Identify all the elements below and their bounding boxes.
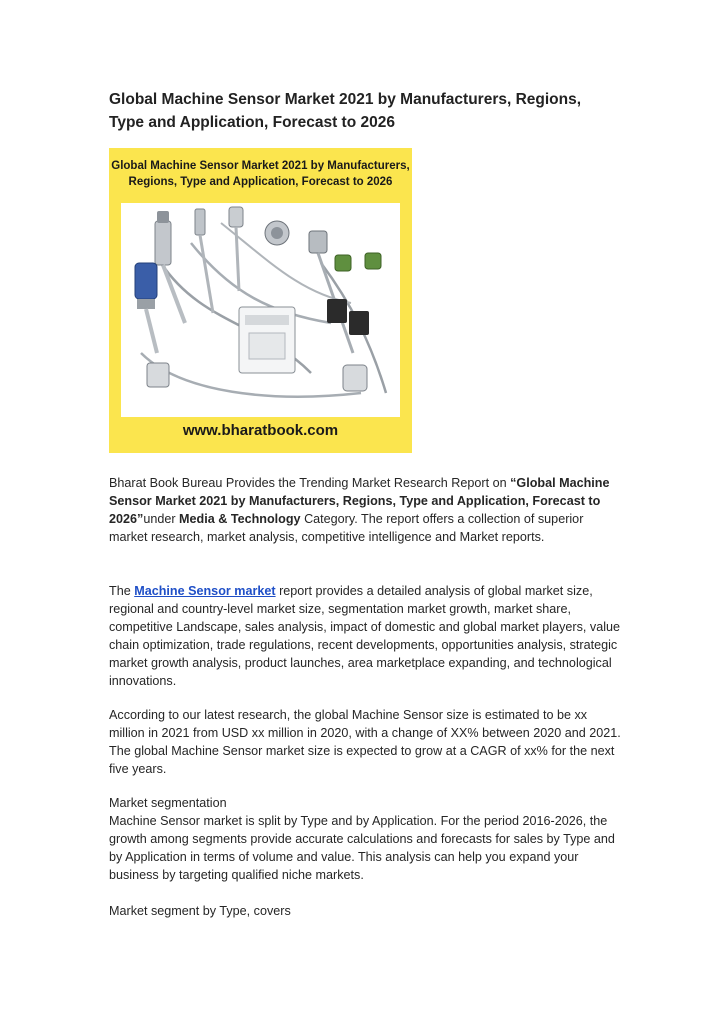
analysis-lead: The — [109, 584, 135, 598]
sensor-products-illustration — [121, 203, 400, 417]
report-banner-image — [109, 148, 412, 453]
segmentation-paragraph: Machine Sensor market is split by Type and by Application. For the period 2016-2026, the growth among segments provide accurate calculations and forecasts for sales by Type and by Application in terms of volume and value. This analysis can help you expand your business by targeting qualified niche markets. — [109, 814, 615, 882]
segment-by-type-text: Market segment by Type, covers — [109, 904, 291, 918]
research-paragraph: According to our latest research, the global Machine Sensor size is estimated to be xx million in 2021 from USD xx million in 2020, with a change of XX% between 2020 and 2021. The global Machine Sensor market size is expected to grow at a CAGR of xx% for the next five years. — [109, 708, 621, 776]
intro-under: under — [143, 512, 180, 526]
intro-paragraph — [109, 474, 621, 546]
segmentation-heading: Market segmentation — [109, 796, 227, 810]
banner-heading: Global Machine Sensor Market 2021 by Manufacturers, Regions, Type and Application, Forecast to 2026 — [111, 160, 410, 188]
analysis-tail: report provides a detailed analysis of global market size, regional and country-level market size, segmentation market growth, market share, competitive Landscape, sales analysis, impact of domestic and global market players, value chain optimization, trade regulations, recent developments, opportunities analysis, strategic market growth analysis, product launches, area marketplace expanding, and technological innovations. — [109, 584, 621, 688]
page-title: Global Machine Sensor Market 2021 by Manufacturers, Regions, Type and Application, Forecast to 2026 — [109, 91, 582, 131]
intro-tail: Category. The report offers a collection of superior market research, market analysis, competitive intelligence and Market reports. — [109, 512, 584, 544]
machine-sensor-market-link[interactable]: Machine Sensor market — [134, 584, 276, 598]
category-bold: Media & Technology — [179, 512, 301, 526]
banner-website: www.bharatbook.com — [182, 422, 339, 439]
analysis-paragraph — [109, 582, 621, 690]
report-title-bold: “Global Machine Sensor Market 2021 by Manufacturers, Regions, Type and Application, Forecast to 2026” — [109, 476, 610, 526]
intro-lead: Bharat Book Bureau Provides the Trending Market Research Report on — [109, 476, 511, 490]
